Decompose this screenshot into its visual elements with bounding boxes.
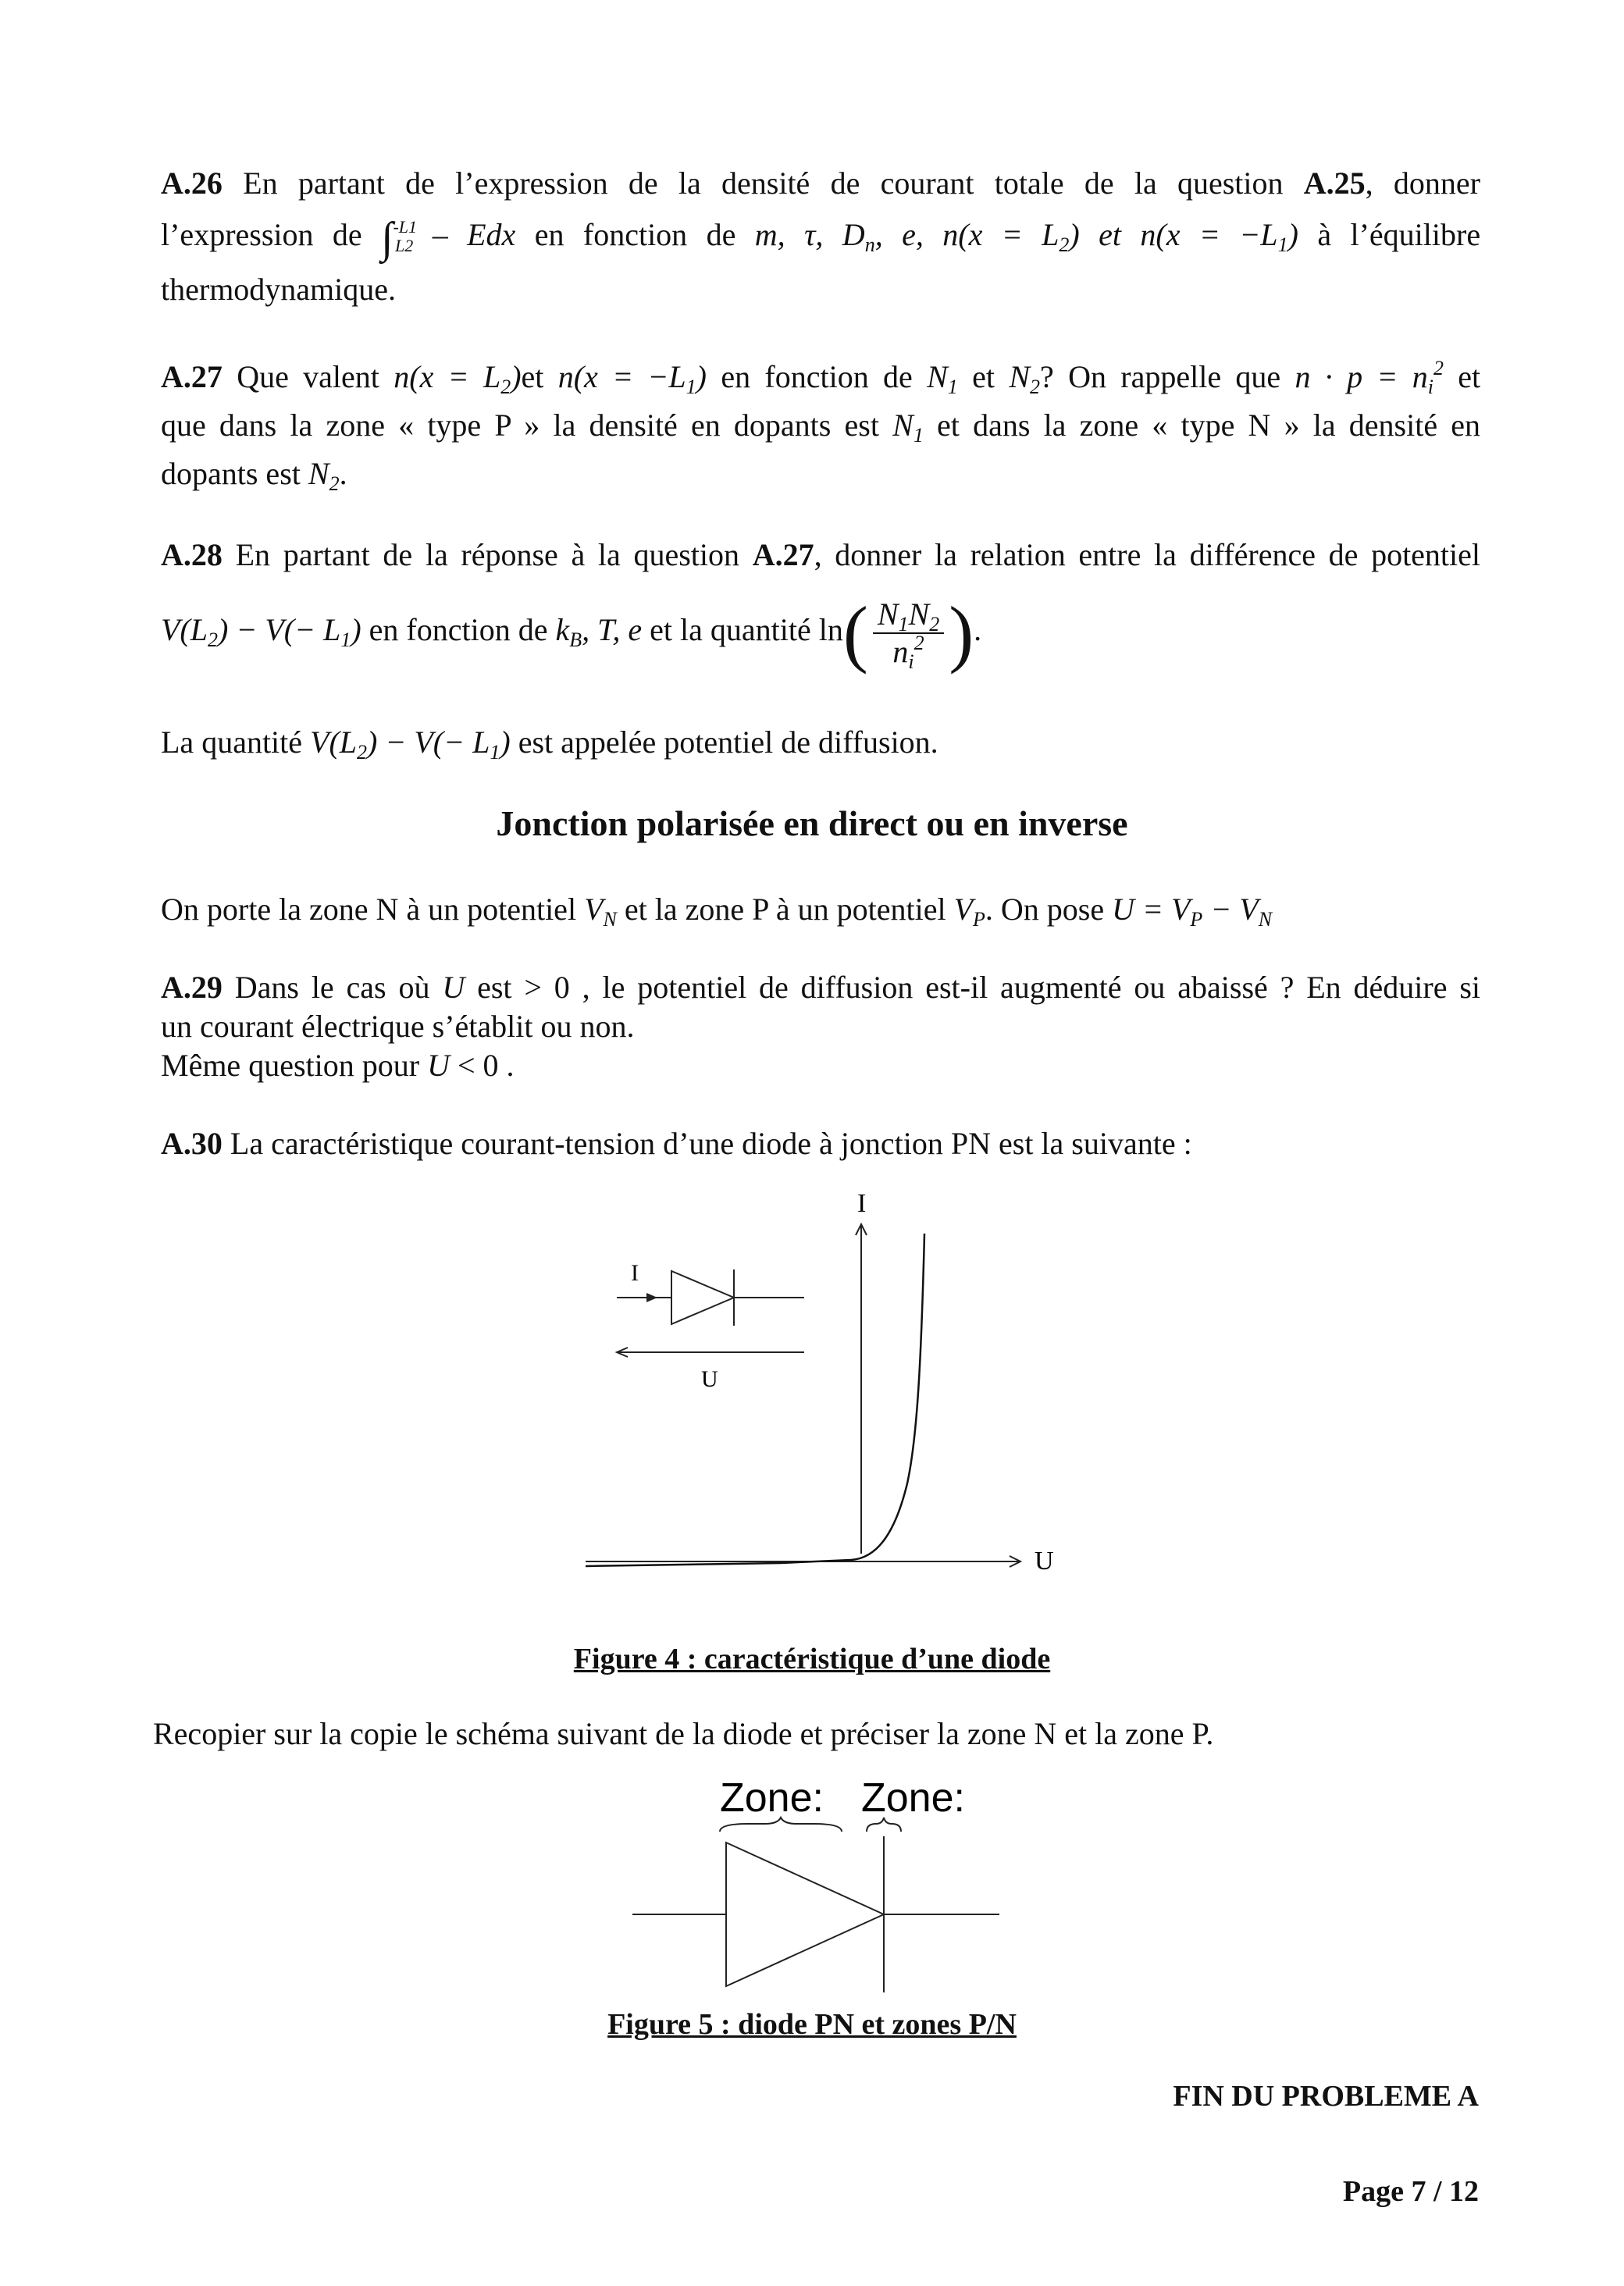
right-paren: ) [949,590,974,675]
q28-line1: A.28 En partant de la réponse à la question A.27, donner la relation entre la différence de potentiel [161,537,1481,572]
question-a28 [161,531,1480,681]
question-a27 [161,353,1480,498]
log-fraction: $\frac{N_1N_2}{n_i^2}$ [873,596,944,670]
figure5-diagram [609,1772,1046,2006]
q26-line3: thermodynamique. [161,271,397,307]
q27-line3: dopants est $N_2$. [161,456,347,495]
copy-instruction: Recopier sur la copie le schéma suivant de la diode et préciser la zone N et la zone P. [153,1716,1214,1751]
end-of-problem: FIN DU PROBLEME A [1173,2080,1479,2113]
question-a29 [161,968,1480,1085]
section-heading: Jonction polarisée en direct ou en inverse [496,803,1128,843]
figure4-diagram [547,1187,1093,1593]
figure4-y-label: I [857,1189,867,1218]
zone-left-label: Zone: [720,1775,824,1821]
q27-line2: que dans la zone « type P » la densité en dopants est $N_1$ et dans la zone « type N » la densité en [161,408,1481,447]
figure5-diode-triangle [726,1843,884,1986]
left-paren: ( [842,590,868,675]
figure4-diode-current-label: I [631,1260,639,1286]
q26-line1: A.26 En partant de l’expression de la densité de courant totale de la question A.25, donner [161,166,1480,201]
figure4-current-arrowhead [646,1293,657,1302]
figure5-caption: Figure 5 : diode PN et zones P/N [607,2008,1017,2041]
q29-line3: Même question pour U < 0 . [161,1048,515,1083]
figure4-caption: Figure 4 : caractéristique d’une diode [573,1643,1051,1675]
q29-line1: A.29 Dans le cas où U est > 0 , le potentiel de diffusion est-il augmenté ou abaissé ? En déduire si [161,970,1480,1005]
q28-line2: $V(L_2) - V(- L_1)$ en fonction de $k_B$, T, e et la quantité ln( $\frac{N_1N_2}{n_i^2}$ ). [161,590,982,675]
question-a26 [161,159,1480,314]
q26-line2: l’expression de ∫$^{-L1}_{L2}$ – Edx en fonction de m, τ, $D_n$, e, $n(x = L_2)$ et $n(x = -L_1)$ à l’équilibre [161,213,1481,262]
figure4-x-label: U [1035,1547,1054,1576]
page-number: Page 7 / 12 [1342,2175,1479,2208]
question-a30: A.30 La caractéristique courant-tension d’une diode à jonction PN est la suivante : [161,1126,1192,1161]
zone-right-label: Zone: [861,1775,965,1821]
potential-definition: On porte la zone N à un potentiel $V_N$ et la zone P à un potentiel $V_P$. On pose $U = V_P - V_N$ [161,892,1273,931]
q27-line1: A.27 Que valent $n(x = L_2)et$ $n(x = -L_1)$ en fonction de $N_1$ et $N_2$? On rappelle que $n \cdot p = n_i^2$ et [161,357,1481,398]
figure4-diode-triangle [671,1271,734,1324]
integral-sign: ∫ [381,213,394,262]
figure4-diode-voltage-label: U [701,1366,718,1392]
diffusion-sentence: La quantité $V(L_2) - V(- L_1)$ est appelée potentiel de diffusion. [161,725,938,764]
q29-line2: un courant électrique s’établit ou non. [161,1009,635,1044]
